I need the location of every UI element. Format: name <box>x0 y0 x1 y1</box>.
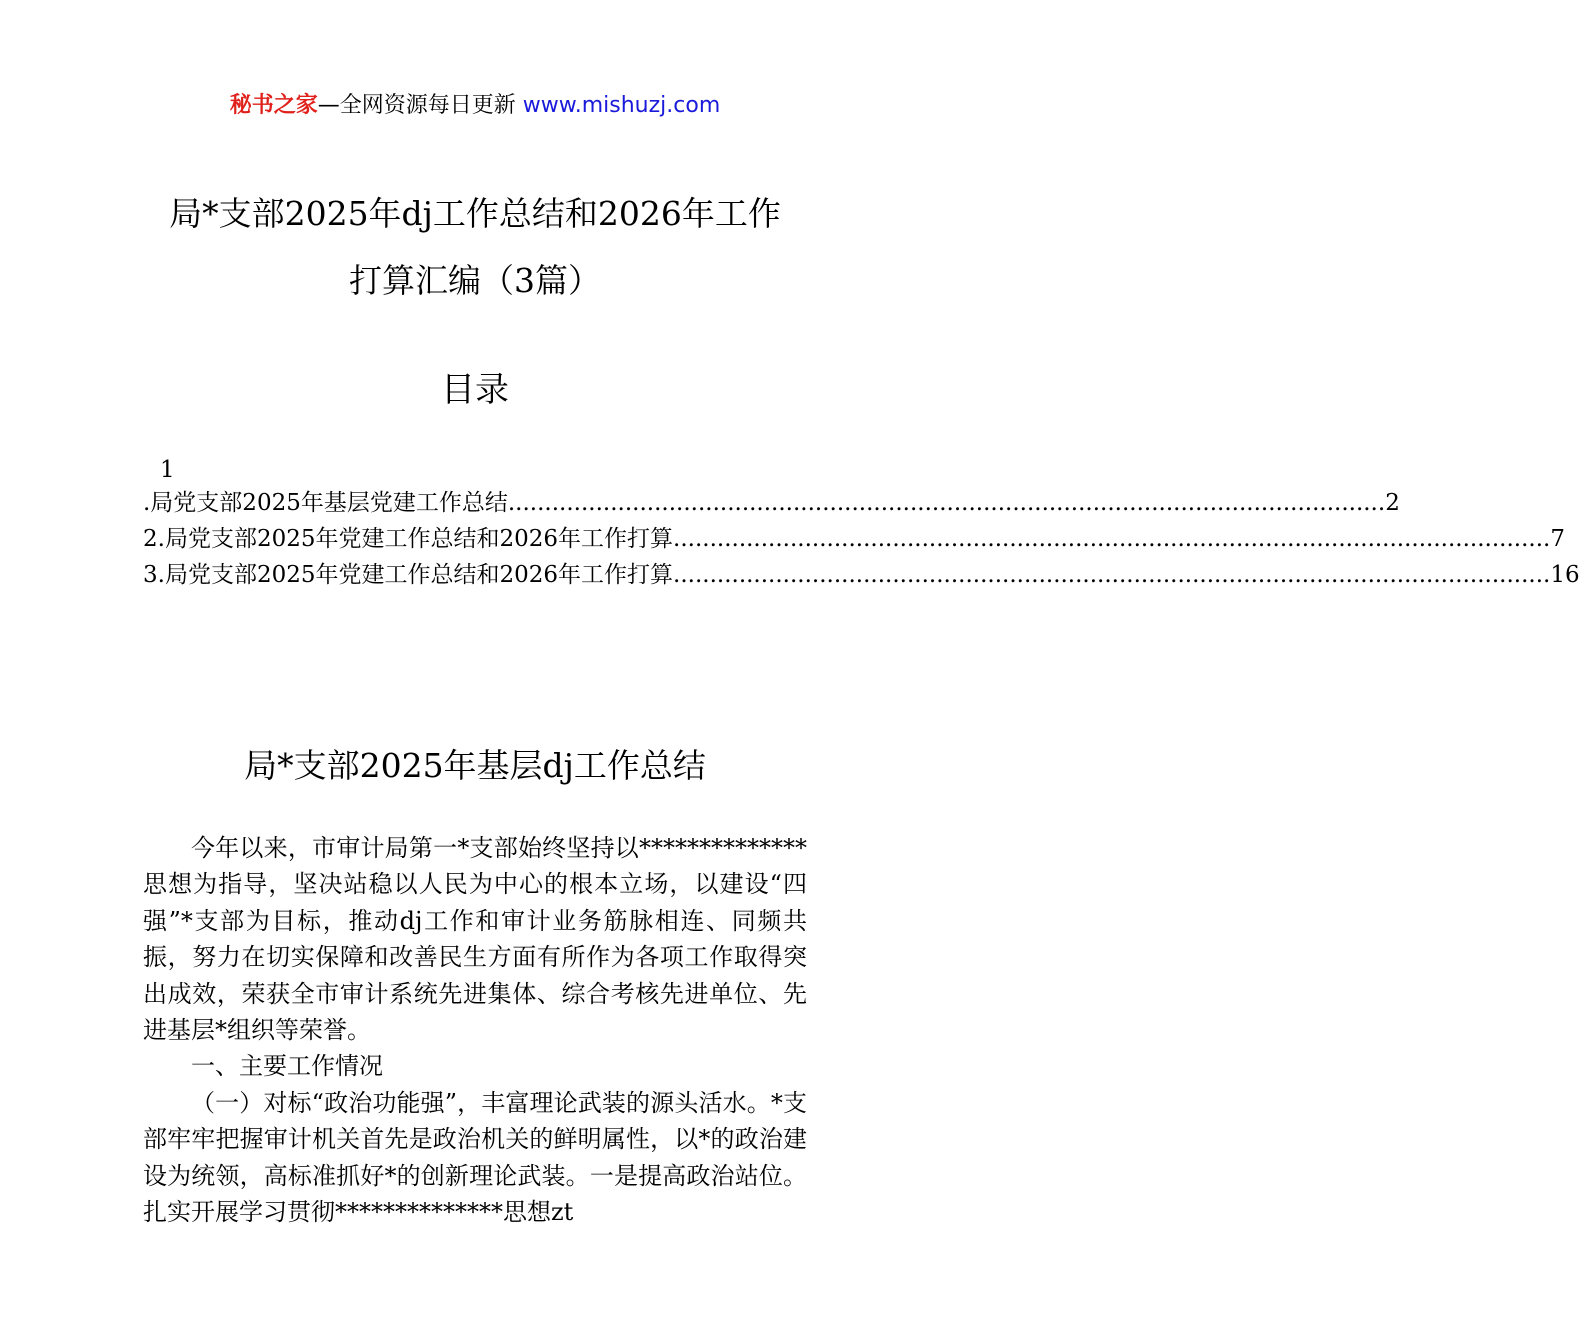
toc-leader-dots: ........................................................................................................................ <box>673 526 1551 552</box>
body-subheading: 一、主要工作情况 <box>191 1052 383 1081</box>
toc-entry-title: 3.局党支部2025年党建工作总结和2026年工作打算 <box>143 562 674 588</box>
toc-entry-page: 7 <box>1550 526 1565 552</box>
toc-entry-3[interactable] <box>143 557 1580 593</box>
site-brand: 秘书之家 <box>229 93 318 118</box>
table-of-contents <box>143 455 1580 593</box>
toc-entry-1[interactable] <box>143 485 1400 521</box>
toc-entry-title: .局党支部2025年基层党建工作总结 <box>143 490 508 516</box>
toc-leader-dots: ........................................................................................................................ <box>673 562 1551 588</box>
toc-entry-page: 16 <box>1550 562 1580 588</box>
body-paragraph: 今年以来，市审计局第一*支部始终坚持以**************思想为指导，坚决站稳以人民为中心的根本立场，以建设“四强”*支部为目标，推动dj工作和审计业务筋脉相连、同频共振，努力在切实保障和改善民生方面有所作为各项工作取得突出成效，荣获全市审计系统先进集体、综合考核先进单位、先进基层*组织等荣誉。 <box>143 834 807 1045</box>
site-header <box>0 88 950 119</box>
toc-entry-2[interactable] <box>143 521 1565 557</box>
toc-heading: 目录 <box>441 370 509 410</box>
site-url-link[interactable]: www.mishuzj.com <box>522 93 721 118</box>
section-title: 局*支部2025年基层dj工作总结 <box>244 746 706 785</box>
toc-leader-dots: ........................................................................................................................ <box>507 490 1386 516</box>
toc-first-number: 1 <box>160 457 175 483</box>
site-slogan: —全网资源每日更新 <box>317 93 516 118</box>
document-title-line-1: 局*支部2025年dj工作总结和2026年工作 <box>169 194 781 233</box>
toc-entry-title: 2.局党支部2025年党建工作总结和2026年工作打算 <box>143 526 674 552</box>
document-title-line-2: 打算汇编（3篇） <box>349 261 601 300</box>
body-paragraph: （一）对标“政治功能强”，丰富理论武装的源头活水。*支部牢牢把握审计机关首先是政治机关的鲜明属性，以*的政治建设为统领，高标准抓好*的创新理论武装。一是提高政治站位。扎实开展学习贯彻**************思想zt <box>143 1088 807 1227</box>
toc-entry-page: 2 <box>1385 490 1400 516</box>
section-body <box>143 830 807 1230</box>
